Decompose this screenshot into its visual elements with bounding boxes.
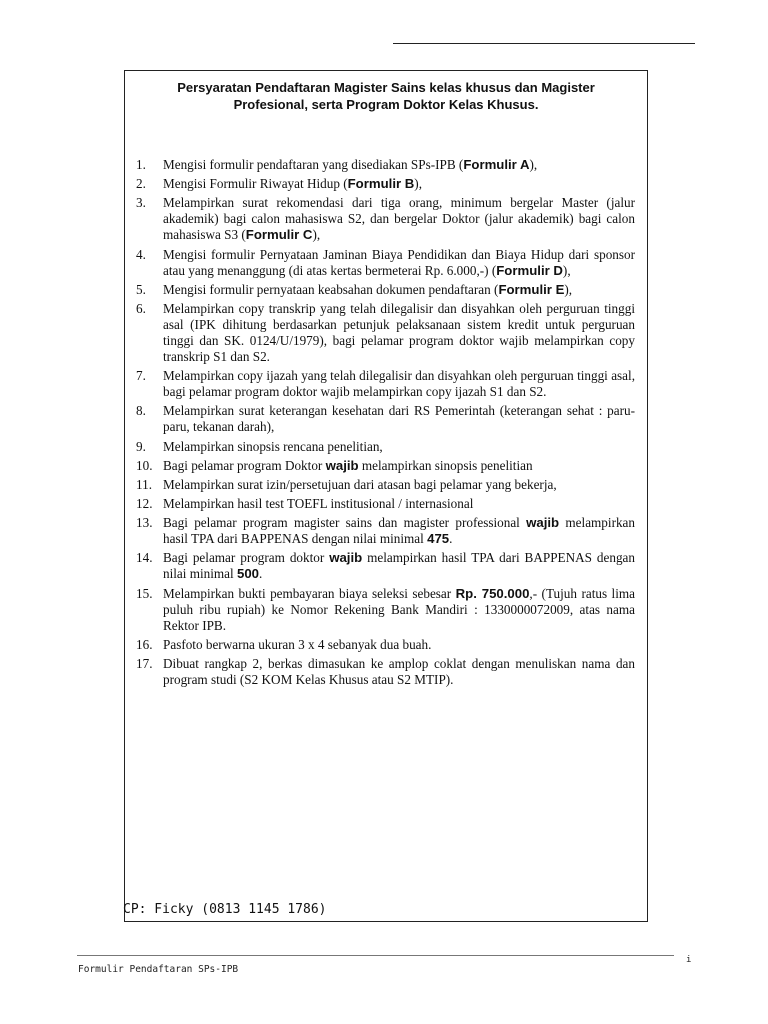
requirement-item [133, 282, 635, 298]
requirement-text: Mengisi Formulir Riwayat Hidup ( [163, 176, 348, 192]
requirement-item [133, 515, 635, 547]
requirement-text: Bagi pelamar program magister sains dan magister professional [163, 515, 527, 531]
requirement-text: Melampirkan bukti pembayaran biaya seleksi sebesar [163, 585, 456, 601]
requirement-emphasis: 475 [427, 531, 450, 547]
requirement-number: 8. [136, 403, 146, 419]
requirement-emphasis: Formulir B [347, 176, 415, 192]
requirement-text: Melampirkan surat keterangan kesehatan dari RS Pemerintah (keterangan sehat : paru-paru, tekanan darah), [163, 403, 635, 435]
requirement-emphasis: 500 [237, 566, 260, 582]
requirement-text: ), [529, 157, 538, 172]
requirement-item [133, 368, 635, 400]
requirement-number: 10. [136, 457, 153, 473]
requirement-text: Melampirkan copy ijazah yang telah dilegalisir dan disyahkan oleh perguruan tinggi asal, bagi pelamar program doktor wajib melampirkan copy ijazah S1 dan S2. [163, 368, 635, 400]
requirement-text: melampirkan hasil TPA dari BAPPENAS dengan nilai minimal [163, 550, 635, 582]
requirement-emphasis: Formulir C [245, 227, 313, 243]
requirement-number: 13. [136, 515, 153, 531]
requirement-emphasis: Formulir E [498, 281, 565, 297]
requirement-number: 6. [136, 300, 146, 316]
requirement-emphasis: wajib [526, 515, 560, 531]
requirement-text: ), [312, 227, 321, 243]
requirement-number: 12. [136, 496, 153, 512]
requirement-item [133, 403, 635, 435]
header-rule [393, 43, 695, 44]
requirement-text: Mengisi formulir pendaftaran yang disediakan SPs-IPB ( [163, 157, 464, 172]
requirement-number: 9. [136, 438, 146, 454]
requirement-number: 4. [136, 246, 146, 262]
footer-text: Formulir Pendaftaran SPs-IPB [78, 964, 239, 975]
requirement-item [133, 195, 635, 243]
requirement-text: ), [562, 262, 571, 278]
requirement-number: 3. [136, 195, 146, 211]
requirement-item [133, 458, 635, 474]
requirement-text: Melampirkan surat izin/persetujuan dari atasan bagi pelamar yang bekerja, [163, 476, 557, 492]
page-number: i [686, 955, 692, 965]
requirement-number: 1. [136, 157, 146, 172]
requirement-text: ,- (Tujuh ratus lima puluh ribu rupiah) ke Nomor Rekening Bank Mandiri : 1330000072009, atas nama Rektor IPB. [163, 585, 635, 633]
requirement-text: Melampirkan sinopsis rencana penelitian, [163, 438, 383, 454]
requirement-text: Pasfoto berwarna ukuran 3 x 4 sebanyak dua buah. [163, 636, 432, 652]
requirement-item [133, 496, 635, 512]
requirement-text: Mengisi formulir Pernyataan Jaminan Biaya Pendidikan dan Biaya Hidup dari sponsor atau yang menanggung (di atas kertas bermeterai Rp. 6.000,-) ( [163, 246, 635, 278]
requirement-number: 17. [136, 656, 153, 671]
requirement-item [133, 586, 635, 634]
requirement-text: ), [414, 176, 422, 192]
requirement-text: Dibuat rangkap 2, berkas dimasukan ke amplop coklat dengan menuliskan nama dan program studi (S2 KOM Kelas Khusus atau S2 MTIP). [163, 656, 635, 687]
requirement-number: 7. [136, 368, 146, 384]
requirement-number: 11. [136, 476, 152, 492]
requirement-text: Mengisi formulir pernyataan keabsahan dokumen pendaftaran ( [163, 281, 499, 297]
requirement-number: 2. [136, 176, 146, 192]
requirement-number: 5. [136, 281, 146, 297]
requirements-box [124, 70, 648, 922]
requirement-emphasis: Formulir A [463, 157, 530, 172]
requirement-text: Bagi pelamar program Doktor [163, 457, 326, 473]
requirement-emphasis: wajib [329, 550, 363, 566]
requirement-item [133, 301, 635, 365]
requirement-item [133, 439, 635, 455]
requirement-emphasis: wajib [325, 457, 359, 473]
requirement-item [133, 157, 635, 173]
requirement-item [133, 637, 635, 653]
requirement-item [133, 477, 635, 493]
contact-person: CP: Ficky (0813 1145 1786) [123, 902, 327, 917]
requirement-text: Melampirkan copy transkrip yang telah dilegalisir dan disyahkan oleh perguruan tinggi asal (IPK dihitung berdasarkan petunjuk pelaksanaan sistem kredit untuk perguruan tinggi dan SK. 0124/U/1979), bagi pelamar program doktor wajib melampirkan copy transkrip S1 dan S2. [163, 300, 635, 364]
requirement-emphasis: Rp. 750.000 [455, 585, 530, 601]
requirements-list [133, 157, 635, 691]
requirement-text: melampirkan hasil TPA dari BAPPENAS dengan nilai minimal [163, 515, 635, 547]
requirement-text: . [449, 531, 453, 547]
requirement-emphasis: Formulir D [496, 262, 563, 278]
requirement-text: Bagi pelamar program doktor [163, 550, 330, 566]
requirement-text: . [259, 566, 263, 582]
document-title: Persyaratan Pendaftaran Magister Sains kelas khusus dan Magister Profesional, serta Program Doktor Kelas Khusus. [177, 80, 595, 112]
requirement-number: 15. [136, 585, 153, 601]
requirement-item [133, 176, 635, 192]
requirement-item [133, 656, 635, 688]
requirement-text: ), [564, 281, 573, 297]
requirement-number: 14. [136, 550, 153, 566]
requirement-text: Melampirkan hasil test TOEFL institusional / internasional [163, 496, 474, 512]
requirement-item [133, 247, 635, 279]
requirement-text: melampirkan sinopsis penelitian [358, 457, 533, 473]
requirement-item [133, 550, 635, 582]
requirement-number: 16. [136, 636, 153, 652]
requirement-text: Melampirkan surat rekomendasi dari tiga orang, minimum bergelar Master (jalur akademik) bagi calon mahasiswa S2, dan bergelar Doktor (jalur akademik) bagi calon mahasiswa S3 ( [163, 195, 635, 243]
footer-rule [77, 955, 674, 956]
